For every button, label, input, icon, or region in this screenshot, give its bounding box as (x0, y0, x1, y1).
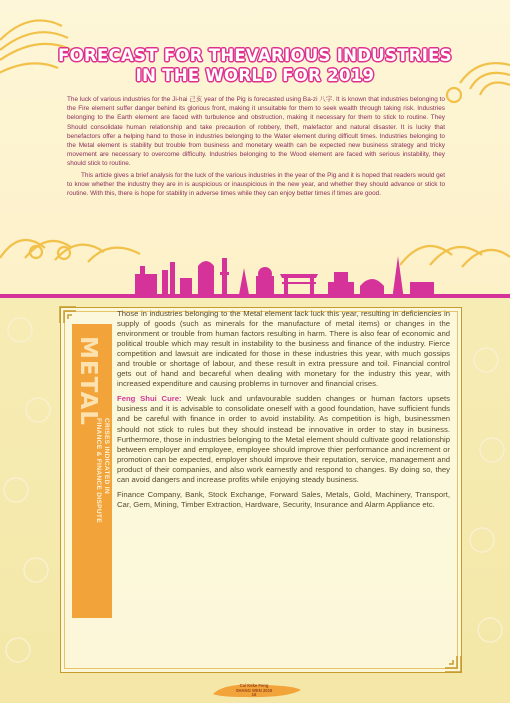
metal-forecast-paragraph: Those in industries belonging to the Metal element lack luck this year, resulting in deficiencies in supply of goods (such as minerals for the manufacture of metal items) or changes in the environment or trouble from human factors resulting in harm. There is also fear of economic and political trouble which may result in instability to the business and finance of the industry. Fierce competition and lawsuit are indicated for those in these industries this year, with much gossips and trouble or shortage of labour, and these result in extra pressure and toil. Financial control gets out of hand and becareful when dealing with monetary for the industry this year, with increased expenditure and causing problems in turnover and financial crises. (117, 309, 450, 389)
publication-logo-text (219, 684, 289, 698)
element-subtitle (94, 418, 110, 598)
intro-text (67, 95, 445, 198)
feng-shui-cure-label: Feng Shui Cure: (117, 394, 182, 404)
feng-shui-cure-paragraph (117, 394, 450, 484)
logo-line1: Cai Keke Feng (239, 683, 269, 688)
world-landmarks-skyline (0, 252, 510, 300)
pink-divider-line (0, 294, 510, 298)
metal-section-content (117, 309, 450, 515)
feng-shui-cure-text: Weak luck and unfavourable sudden changes or human factors upsets business and it is advisable to consolidate oneself with a good foundation, have sufficient funds and be careful with finance in order to avoid instability. As competition is high, businessmen should not stick to rules but they should instead be innovative in order to stay in business. Furthermore, those in industries belonging to the Metal element should cultivate good relationship between employer and employee, employee should improve thier performance and increment or promotion can be expected, employer should improve their reputation, service, management and product of their companies, and also work earnestly and respond to changes. By doing so, they can avoid dangers and increase profits while enjoying steady business. (117, 394, 450, 484)
element-title: METAL (75, 336, 101, 426)
flower-pattern-right (462, 300, 510, 700)
flower-pattern-left (0, 300, 58, 700)
logo-line2: SHANG WEN 2019 (235, 687, 273, 693)
element-subtitle-line1: CRISES INDICATED IN (103, 418, 110, 494)
metal-industries-list: Finance Company, Bank, Stock Exchange, Forward Sales, Metals, Gold, Machinery, Transport, Car, Gem, Mining, Timber Extraction, Hardware, Security, Insurance and Alarm Appliance etc. (117, 489, 450, 509)
element-subtitle-line2: FINANCE & FINANCE DISPUTE (95, 418, 102, 523)
page-number: 16 (251, 692, 257, 698)
corner-ornament-top-left (58, 305, 78, 325)
corner-ornament-bottom-right (443, 654, 463, 674)
page-title-line1: FORECAST FOR THEVARIOUS INDUSTRIES (58, 46, 452, 65)
page-title-line2: IN THE WORLD FOR 2019 (135, 66, 375, 85)
intro-paragraph-1: The luck of various industries for the Ji-hai 己亥 year of the Pig is forecasted using Ba-zi 八字. It is known that industries belonging to the Fire element suffer danger behind its glorious front, making it unsuitable for them to seek wealth through taking risk. Industries belonging to the Earth element are faced with turbulence and obstruction, making it necessary for them to stick to routine. They Should consolidate human relationship and take precaution of robbery, theft, malefactor and natural disaster. It is lucky that benefactors offer a helping hand to those in industries belonging to the Water element during difficult times. Industries belonging to the Metal element is stability but trouble from business and monetary wealth can be expected new business strategy and tricky movement are necessary to overcome difficulty. Industries belonging to the Wood element are faced with serious instability, they should stick to routine. (67, 96, 445, 168)
intro-paragraph-2: This article gives a brief analysis for the luck of the various industries in the year of the Pig and it is hoped that readers would get to know whether the industry they are in is auspicious or inauspicious in the new year, and whether they should advance or stick to routine. With this, there is hope for stability in adverse times while they can enjoy better times if times are good. (67, 171, 445, 198)
